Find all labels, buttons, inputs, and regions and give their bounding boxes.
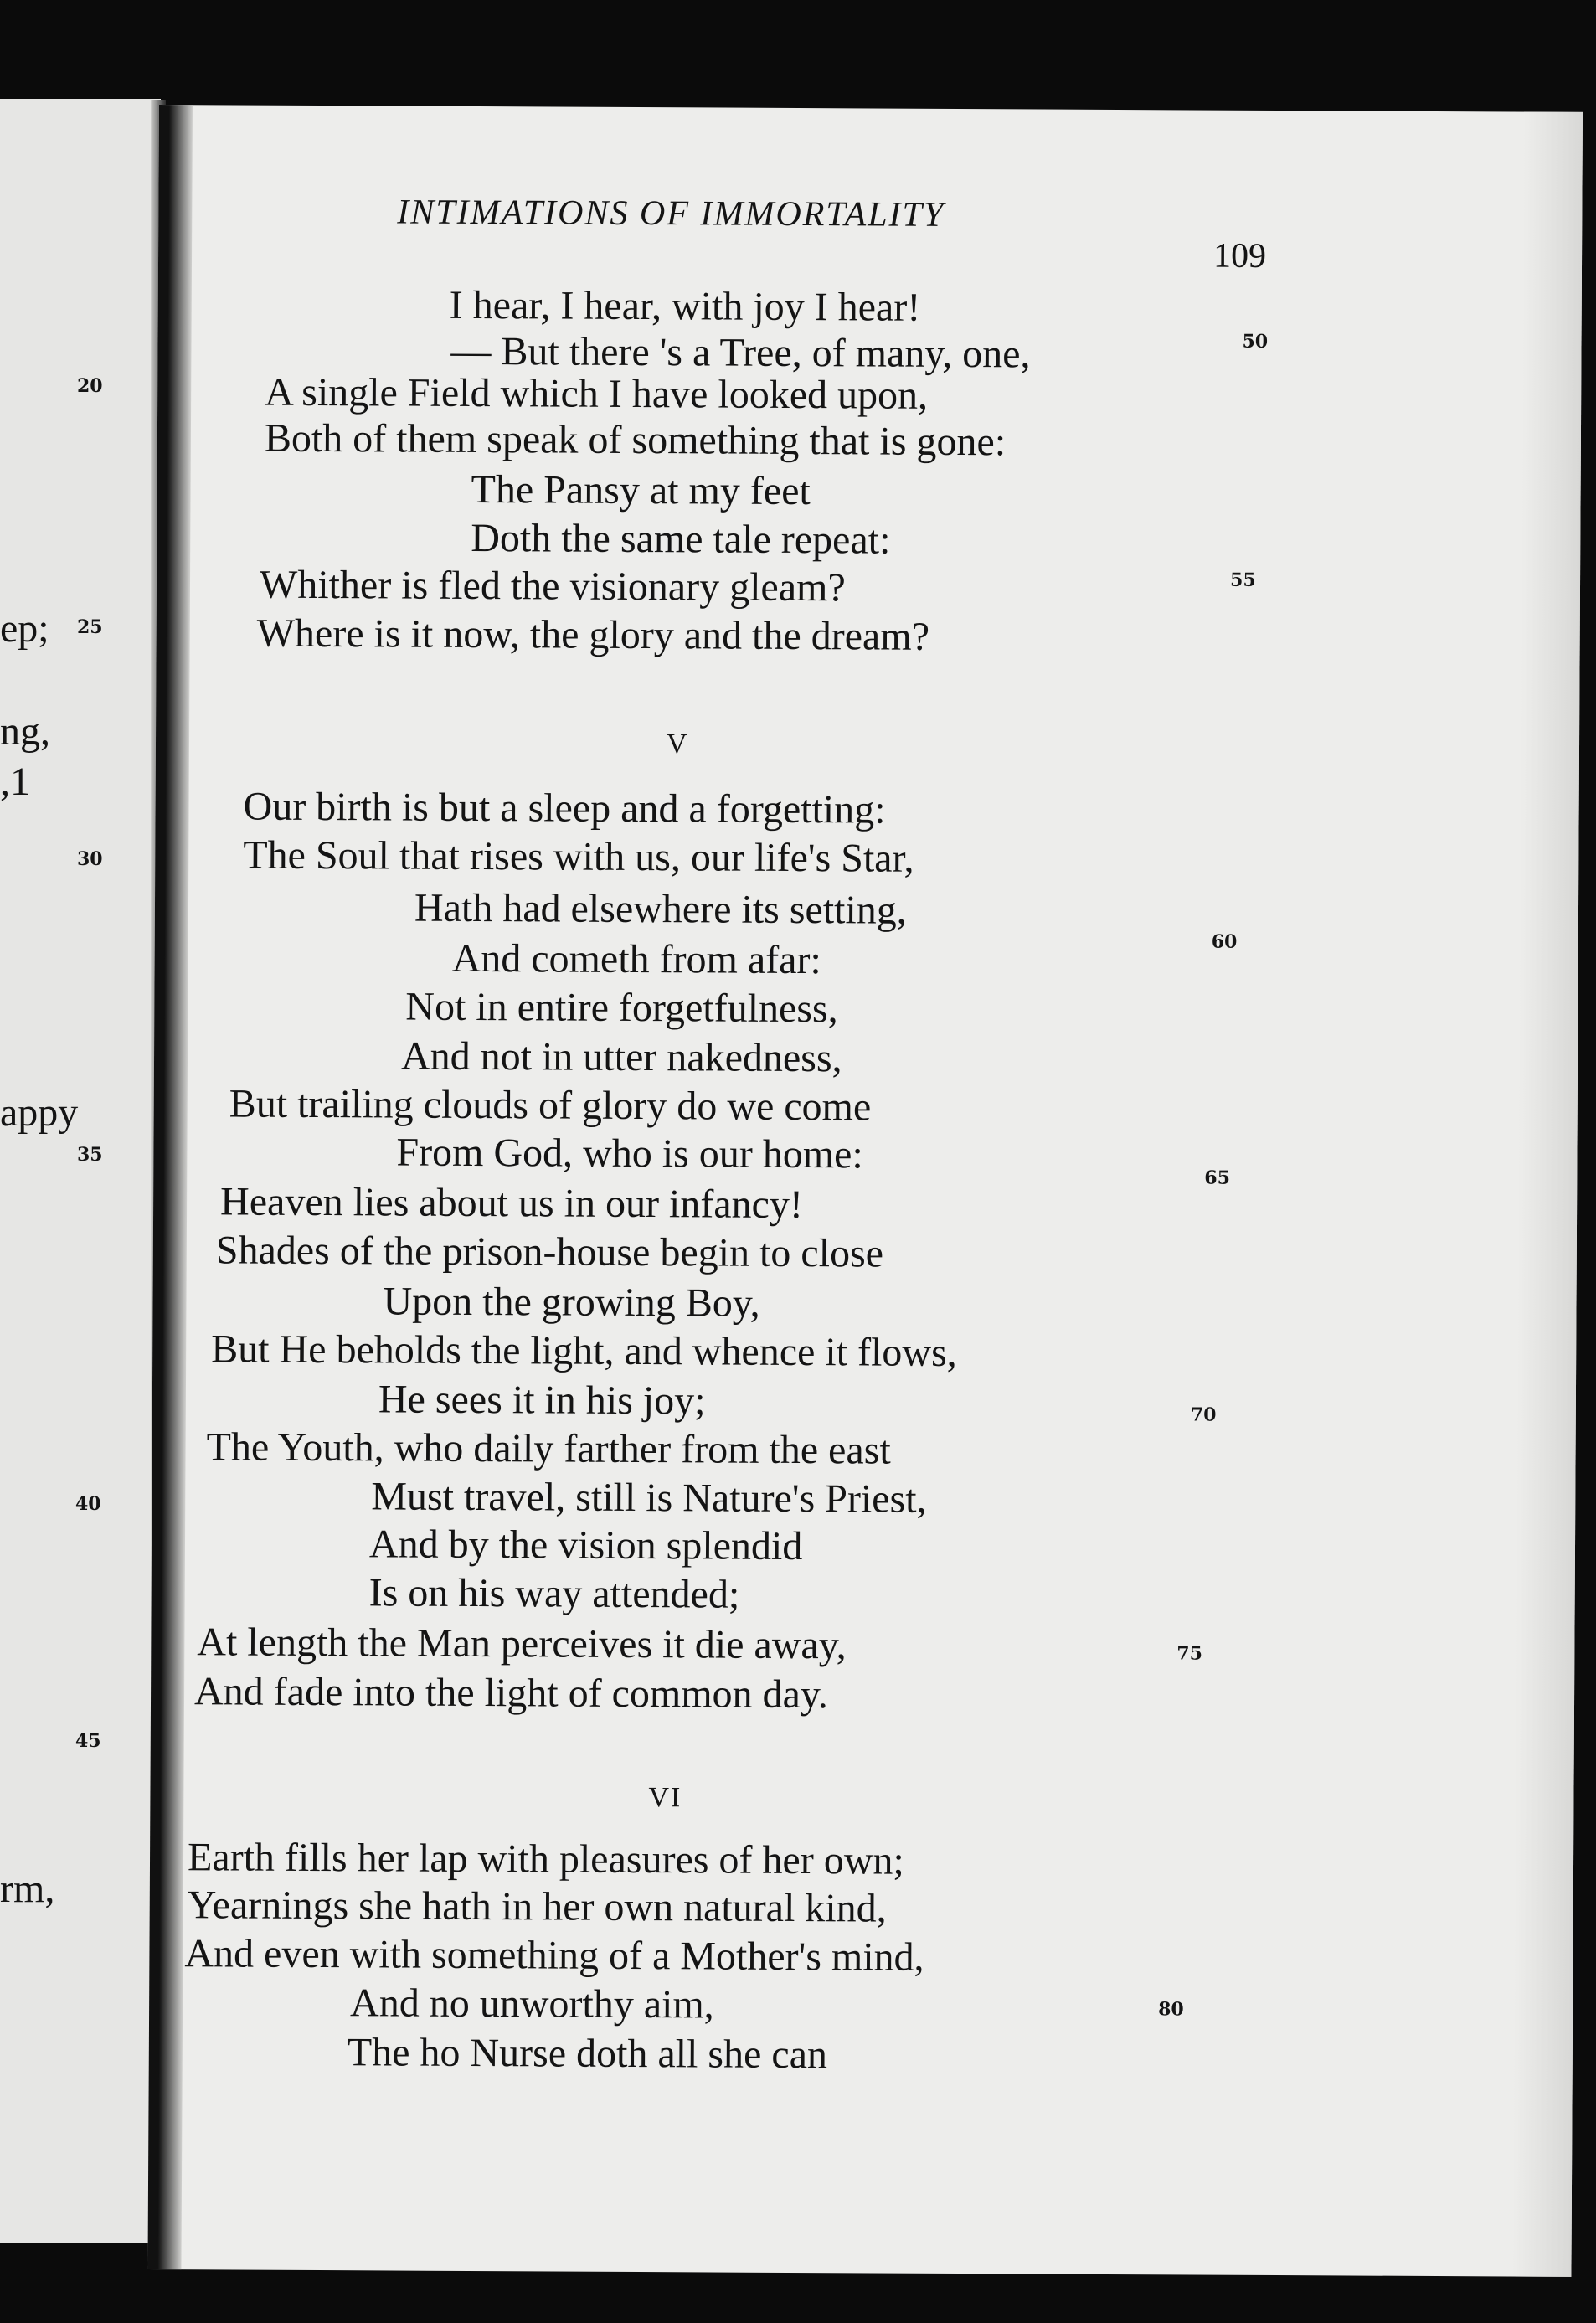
poem-line: Earth fills her lap with pleasures of her own; [187, 1835, 904, 1883]
stanza-label: VI [648, 1782, 682, 1814]
poem-line: I hear, I hear, with joy I hear! [449, 282, 921, 330]
line-number: 70 [1190, 1404, 1217, 1426]
left-line-number: 30 [77, 848, 103, 870]
poem-line: But He beholds the light, and whence it flows, [211, 1326, 957, 1376]
poem-line: A single Field which I have looked upon, [265, 369, 929, 418]
poem-line: And even with something of a Mother's mind, [184, 1931, 924, 1980]
line-number: 55 [1229, 569, 1256, 591]
poem-line: The Pansy at my feet [471, 466, 811, 514]
poem-line: Not in entire forgetfulness, [405, 984, 838, 1032]
poem-line: And fade into the light of common day. [193, 1669, 828, 1718]
line-number: 80 [1158, 1998, 1184, 2021]
poem-line: Shades of the prison-house begin to close [215, 1228, 884, 1276]
poem-line: The Youth, who daily farther from the east [206, 1424, 891, 1473]
left-line-number: 25 [77, 616, 103, 638]
running-title: INTIMATIONS OF IMMORTALITY [397, 193, 945, 234]
poem-line: Both of them speak of something that is gone: [264, 415, 1007, 465]
line-number: 75 [1176, 1642, 1203, 1665]
left-text-fragment: ep; [0, 606, 49, 651]
poem-line: But trailing clouds of glory do we come [229, 1081, 872, 1130]
page-edge-shading [1512, 112, 1583, 2277]
poem-line: Hath had elsewhere its setting, [414, 885, 907, 933]
poem-line: Whither is fled the visionary gleam? [259, 562, 846, 610]
line-number: 60 [1211, 930, 1238, 953]
line-number: 50 [1242, 330, 1269, 353]
left-text-fragment: ng, [0, 709, 50, 754]
poem-line: Is on his way attended; [368, 1570, 740, 1617]
poem-line: And no unworthy aim, [349, 1980, 714, 2027]
poem-line: And by the vision splendid [368, 1522, 803, 1569]
poem-line: Heaven lies about us in our infancy! [220, 1179, 804, 1228]
stanza-label: V [666, 729, 689, 760]
poem-line: Must travel, still is Nature's Priest, [371, 1474, 927, 1522]
poem-line: Where is it now, the glory and the dream? [256, 610, 930, 659]
poem-line: Upon the growing Boy, [383, 1279, 760, 1326]
left-text-fragment: appy [0, 1090, 79, 1135]
poem-line: From God, who is our home: [396, 1130, 863, 1177]
left-line-number: 20 [77, 375, 103, 397]
poem-line: He sees it in his joy; [378, 1377, 706, 1424]
line-number: 65 [1204, 1167, 1230, 1189]
poem-line: Our birth is but a sleep and a forgetting: [243, 784, 886, 832]
left-text-fragment: rm, [0, 1867, 55, 1911]
poem-line: The ho Nurse doth all she can [347, 2030, 828, 2078]
left-text-fragment: ,1 [0, 760, 30, 804]
left-line-number: 35 [77, 1144, 103, 1166]
right-page [147, 105, 1583, 2277]
poem-line: The Soul that rises with us, our life's Star, [243, 832, 914, 881]
poem-line: Doth the same tale repeat: [471, 515, 891, 563]
left-line-number: 40 [75, 1493, 101, 1515]
poem-line: And cometh from afar: [451, 935, 821, 983]
poem-line: And not in utter nakedness, [400, 1033, 842, 1081]
poem-line: At length the Man perceives it die away, [197, 1620, 847, 1668]
left-page [0, 99, 161, 2243]
page-number: 109 [1212, 236, 1267, 276]
poem-line: Yearnings she hath in her own natural kind, [187, 1883, 887, 1931]
poem-line: — But there 's a Tree, of many, one, [450, 328, 1031, 377]
left-line-number: 45 [75, 1730, 101, 1752]
